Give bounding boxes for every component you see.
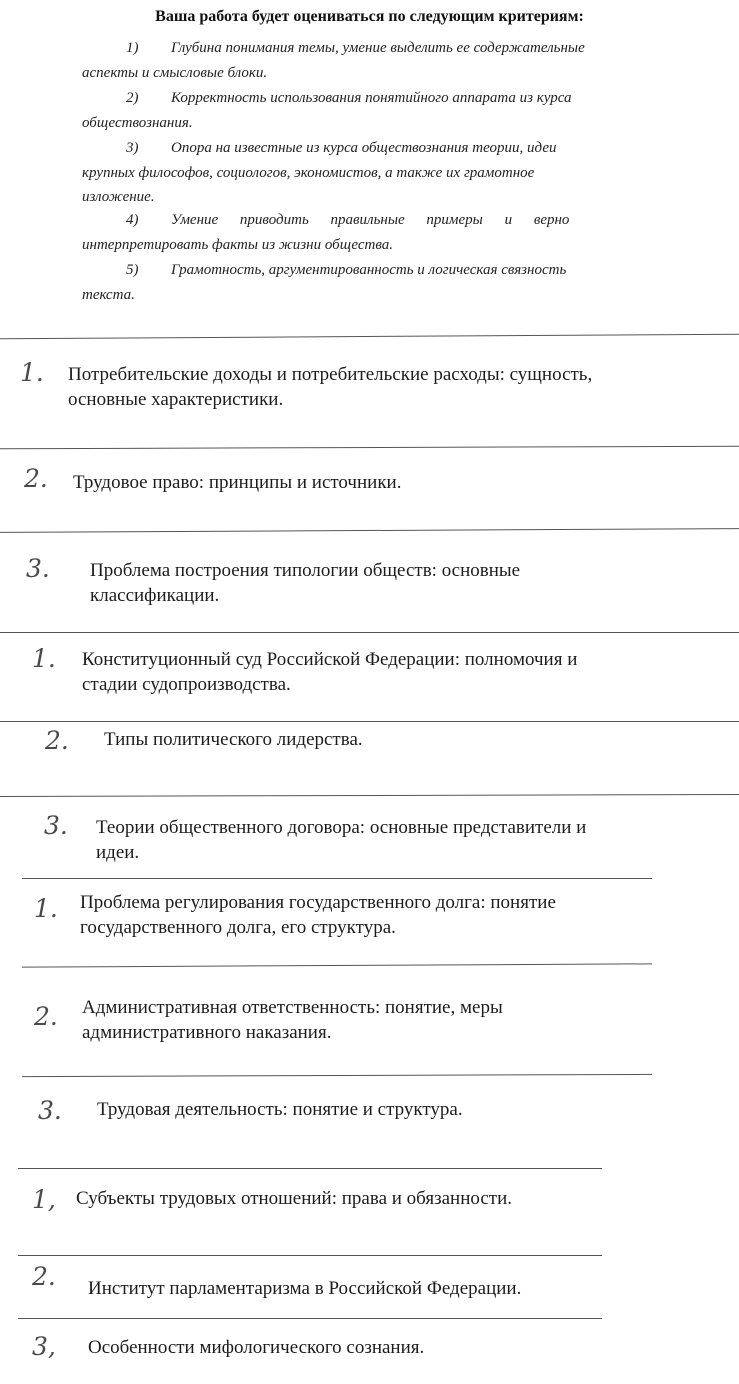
handwritten-number: 2. xyxy=(24,464,48,493)
topic-line: государственного долга, его структура. xyxy=(80,917,396,938)
handwritten-number: 1. xyxy=(32,644,56,673)
topic-text xyxy=(68,362,592,412)
handwritten-number: 1, xyxy=(32,1185,56,1214)
criterion-text: изложение. xyxy=(82,189,155,205)
topic-text xyxy=(96,815,586,865)
divider xyxy=(0,632,739,633)
topic-line: стадии судопроизводства. xyxy=(82,674,291,695)
topic-text xyxy=(104,727,363,752)
topic-line: Административная ответственность: понятие, меры xyxy=(82,997,503,1018)
criterion-text: Умение приводить правильные примеры и верно xyxy=(171,212,570,228)
handwritten-number: 2. xyxy=(32,1262,56,1291)
criterion-text: текста. xyxy=(82,286,135,303)
topic-line: Трудовое право: принципы и источники. xyxy=(73,472,402,493)
criterion-text: обществознания. xyxy=(82,114,193,131)
topic-line: Проблема построения типологии обществ: основные xyxy=(90,560,521,581)
criterion-number: 1) xyxy=(126,40,139,56)
criterion-number: 2) xyxy=(126,90,139,106)
topic-text xyxy=(88,1276,521,1301)
divider xyxy=(0,334,739,340)
topic-text xyxy=(73,470,401,495)
topic-line: Конституционный суд Российской Федерации: полномочия и xyxy=(82,649,578,670)
handwritten-number: 2. xyxy=(45,726,69,755)
handwritten-number: 1. xyxy=(34,894,58,923)
handwritten-number: 3, xyxy=(32,1332,56,1361)
topic-line: Проблема регулирования государственного долга: понятие xyxy=(80,892,556,913)
criterion-number: 3) xyxy=(126,140,139,156)
divider xyxy=(0,446,739,450)
criterion-5 xyxy=(82,258,708,307)
criterion-1 xyxy=(82,36,708,85)
topic-line: Теории общественного договора: основные представители и xyxy=(96,817,587,838)
topic-line: основные характеристики. xyxy=(68,389,284,410)
criteria-title: Ваша работа будет оцениваться по следующим критериям: xyxy=(155,8,584,25)
divider xyxy=(18,1168,602,1169)
criterion-text: аспекты и смысловые блоки. xyxy=(82,64,268,81)
handwritten-number: 3. xyxy=(44,811,68,840)
handwritten-number: 3. xyxy=(38,1096,62,1125)
topic-text xyxy=(82,995,503,1045)
divider xyxy=(18,1255,602,1256)
topic-line: Институт парламентаризма в Российской Федерации. xyxy=(88,1278,522,1299)
divider xyxy=(0,794,739,797)
topic-line: классификации. xyxy=(90,585,220,606)
topic-line: Особенности мифологического сознания. xyxy=(88,1337,425,1358)
handwritten-number: 1. xyxy=(20,358,44,387)
topic-text xyxy=(76,1186,512,1211)
criterion-text: Грамотность, аргументированность и логическая связность xyxy=(171,262,567,278)
criterion-text: интерпретировать факты из жизни общества. xyxy=(82,236,394,253)
divider xyxy=(22,878,652,879)
topic-text xyxy=(88,1335,424,1360)
handwritten-number: 2. xyxy=(34,1002,58,1031)
divider xyxy=(22,963,652,967)
criterion-number: 4) xyxy=(126,212,139,228)
criterion-3 xyxy=(82,136,708,210)
topic-line: идеи. xyxy=(96,842,140,863)
criterion-number: 5) xyxy=(126,262,139,278)
criterion-text: крупных философов, социологов, экономистов, а также их грамотное xyxy=(82,164,535,181)
topic-text xyxy=(82,647,577,697)
topic-text xyxy=(90,558,520,608)
divider xyxy=(0,721,739,722)
topic-line: административного наказания. xyxy=(82,1022,332,1043)
topic-line: Типы политического лидерства. xyxy=(104,729,363,750)
criterion-text: Глубина понимания темы, умение выделить ее содержательные xyxy=(171,40,585,56)
topic-text xyxy=(97,1097,463,1122)
divider xyxy=(22,1074,652,1077)
criterion-2 xyxy=(82,86,708,135)
criterion-4 xyxy=(82,208,708,257)
criterion-text: Опора на известные из курса обществознания теории, идеи xyxy=(171,140,557,156)
criterion-text: Корректность использования понятийного аппарата из курса xyxy=(171,90,572,106)
handwritten-number: 3. xyxy=(26,554,50,583)
divider xyxy=(18,1318,602,1319)
topic-line: Потребительские доходы и потребительские расходы: сущность, xyxy=(68,364,593,385)
topic-line: Трудовая деятельность: понятие и структура. xyxy=(97,1099,463,1120)
topic-line: Субъекты трудовых отношений: права и обязанности. xyxy=(76,1188,513,1209)
divider xyxy=(0,528,739,533)
topic-text xyxy=(80,890,556,940)
